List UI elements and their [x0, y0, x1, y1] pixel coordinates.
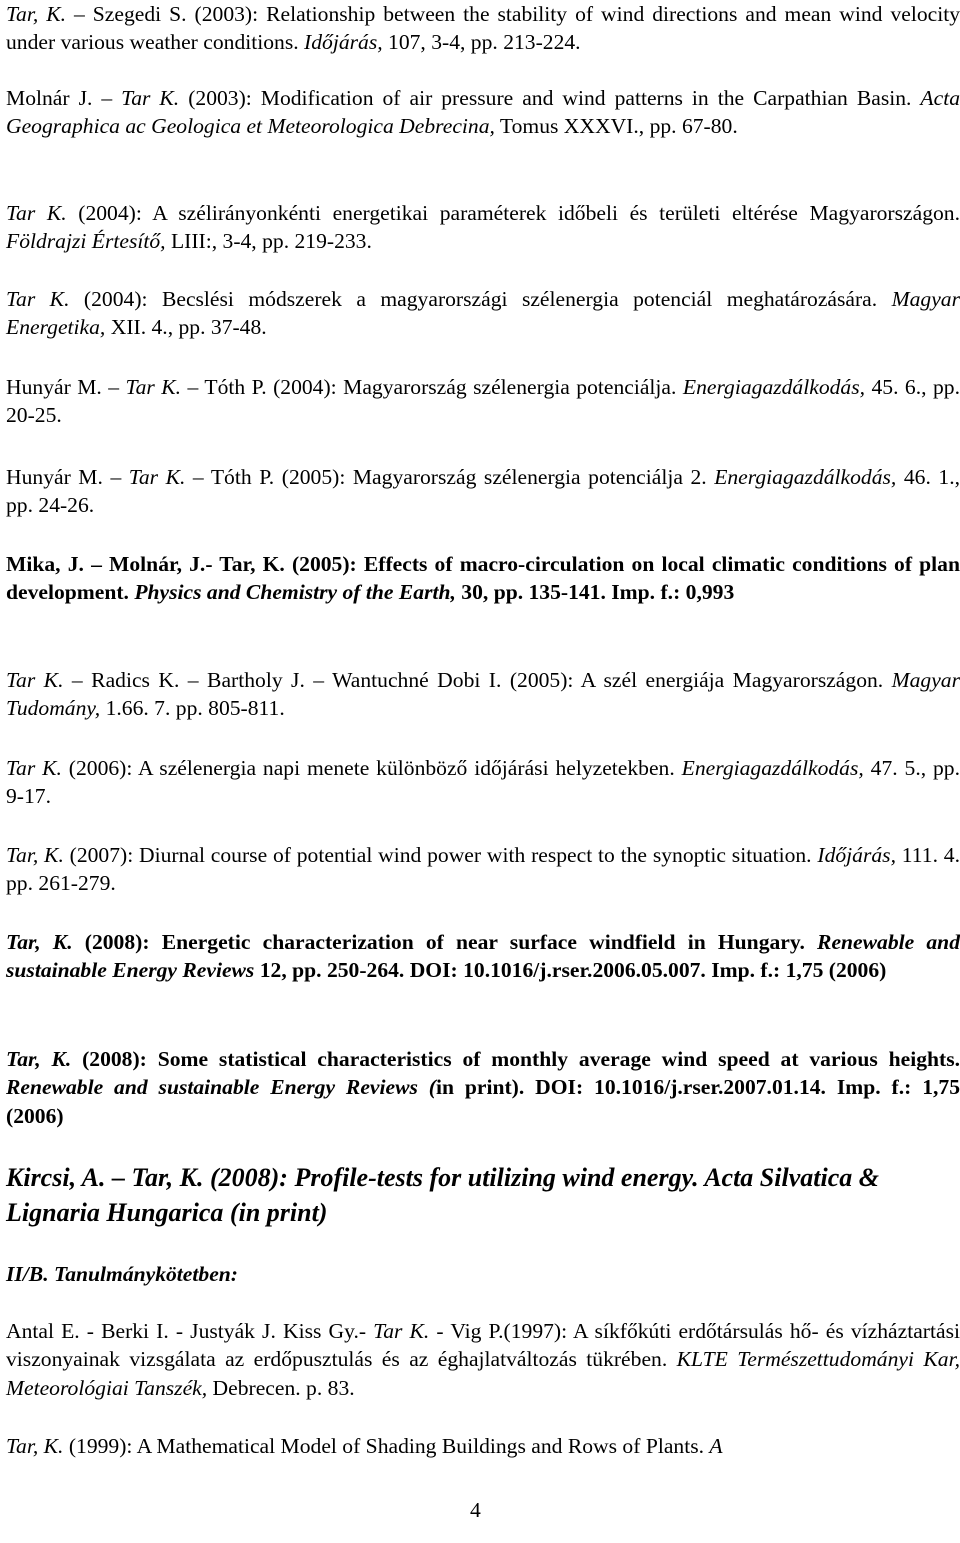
reference-entry	[6, 1045, 960, 1130]
italic-text: Energiagazdálkodás,	[714, 465, 897, 489]
text-run: (2006): A szélenergia napi menete különböző időjárási helyzetekben.	[61, 756, 682, 780]
text-run: 111. 4. pp. 261-279.	[6, 843, 960, 896]
italic-text: Tar, K.	[6, 2, 67, 26]
italic-text: Renewable and sustainable Energy Reviews	[6, 930, 960, 983]
text-run: (1999): A Mathematical Model of Shading Buildings and Rows of Plants.	[63, 1434, 710, 1458]
text-run: 46. 1., pp. 24-26.	[6, 465, 960, 518]
reference-entry	[6, 285, 960, 342]
text-run: Hunyár M. –	[6, 465, 129, 489]
text-run: – Tóth P. (2005): Magyarország szélenergia potenciálja 2.	[185, 465, 715, 489]
text-run: (2003): Modification of air pressure and wind patterns in the Carpathian Basin.	[179, 86, 921, 110]
reference-entry	[6, 199, 960, 256]
reference-entry	[6, 550, 960, 607]
reference-entry	[6, 463, 960, 520]
reference-entry	[6, 1160, 960, 1230]
text-run: 45. 6., pp. 20-25.	[6, 375, 960, 428]
italic-text: Magyar Tudomány,	[6, 668, 960, 721]
italic-text: Magyar Energetika,	[6, 287, 960, 340]
text-run: – Szegedi S. (2003): Relationship between the stability of wind directions and mean wind velocity under various weather conditions.	[6, 2, 960, 55]
reference-entry	[6, 754, 960, 811]
reference-entry	[6, 928, 960, 985]
text-run: Molnár J. –	[6, 86, 122, 110]
italic-text: Tar K.	[125, 375, 182, 399]
italic-text: Tar K.	[6, 287, 70, 311]
italic-text: Energiagazdálkodás,	[682, 375, 866, 399]
reference-entry	[6, 666, 960, 723]
text-run: (2008): Energetic characterization of near surface windfield in Hungary.	[72, 930, 818, 954]
italic-text: Renewable and sustainable Energy Reviews (	[6, 1075, 436, 1100]
text-run: – Radics K. – Bartholy J. – Wantuchné Dobi I. (2005): A szél energiája Magyarországon.	[63, 668, 892, 692]
text-run: (2004): A szélirányonkénti energetikai paraméterek időbeli és területi eltérése Magyarországon.	[66, 201, 960, 225]
text-run: (2007): Diurnal course of potential wind power with respect to the synoptic situation.	[63, 843, 818, 867]
text-run: II/B. Tanulmánykötetben:	[6, 1262, 238, 1286]
italic-text: Tar K.	[121, 86, 180, 110]
text-run: 12, pp. 250-264. DOI: 10.1016/j.rser.2006.05.007. Imp. f.: 1,75 (2006)	[254, 958, 887, 983]
italic-text: Tar, K.	[6, 843, 64, 867]
text-run: 107, 3-4, pp. 213-224.	[382, 30, 581, 55]
reference-entry	[6, 373, 960, 430]
italic-text: Tar K.	[128, 465, 186, 489]
page-number: 4	[470, 1498, 481, 1522]
reference-entry	[6, 0, 960, 57]
text-run: - Vig P.(1997): A síkfőkúti erdőtársulás hő- és vízháztartási viszonyainak vizsgálata az erdőpusztulás és az éghajlatváltozás tükrében.	[6, 1319, 960, 1372]
italic-text: Tar K.	[6, 668, 64, 692]
italic-text: KLTE Természettudományi Kar, Meteorológiai Tanszék,	[6, 1347, 960, 1400]
text-run: Kircsi, A. – Tar, K. (2008): Profile-tests for utilizing wind energy. Acta Silvatica & Lignaria Hungarica (in print)	[6, 1163, 879, 1227]
italic-text: Tar K.	[6, 756, 62, 780]
text-run: 47. 5., pp. 9-17.	[6, 756, 960, 809]
text-run: 30, pp. 135-141. Imp. f.: 0,993	[455, 580, 735, 605]
italic-text: Földrajzi Értesítő,	[6, 229, 166, 254]
text-run: XII. 4., pp. 37-48.	[105, 315, 267, 340]
italic-text: Tar, K.	[6, 1434, 64, 1458]
text-run: Mika, J. – Molnár, J.- Tar, K. (2005): Effects of macro-circulation on local climatic conditions of plan development.	[6, 552, 960, 605]
reference-entry	[6, 1317, 960, 1402]
italic-text: Tar K.	[373, 1319, 430, 1343]
text-run: (2008): Some statistical characteristics of monthly average wind speed at various heights.	[71, 1047, 960, 1071]
italic-text: Tar, K.	[6, 1047, 72, 1071]
italic-text: A	[709, 1434, 723, 1458]
text-run: 1.66. 7. pp. 805-811.	[100, 696, 285, 721]
italic-text: Tar, K.	[6, 930, 73, 954]
italic-text: Időjárás,	[817, 843, 896, 867]
text-run: Antal E. - Berki I. - Justyák J. Kiss Gy.-	[6, 1319, 374, 1343]
reference-entry	[6, 841, 960, 898]
text-run: Tomus XXXVI., pp. 67-80.	[494, 114, 738, 139]
text-run: LIII:, 3-4, pp. 219-233.	[165, 229, 372, 254]
section-heading	[6, 1260, 960, 1288]
text-run: (2004): Becslési módszerek a magyarországi szélenergia potenciál meghatározására.	[69, 287, 892, 311]
text-run: Debrecen. p. 83.	[207, 1375, 355, 1400]
text-run: in print). DOI: 10.1016/j.rser.2007.01.14. Imp. f.: 1,75 (2006)	[6, 1075, 960, 1128]
text-run: – Tóth P. (2004): Magyarország szélenergia potenciálja.	[181, 375, 683, 399]
italic-text: Tar K.	[6, 201, 67, 225]
reference-entry	[6, 84, 960, 141]
italic-text: Energiagazdálkodás,	[681, 756, 864, 780]
reference-entry	[6, 1432, 960, 1460]
italic-text: Acta Geographica ac Geologica et Meteorologica Debrecina,	[6, 86, 960, 139]
italic-text: Időjárás,	[304, 30, 383, 55]
text-run: Hunyár M. –	[6, 375, 126, 399]
italic-text: Physics and Chemistry of the Earth,	[134, 580, 456, 605]
